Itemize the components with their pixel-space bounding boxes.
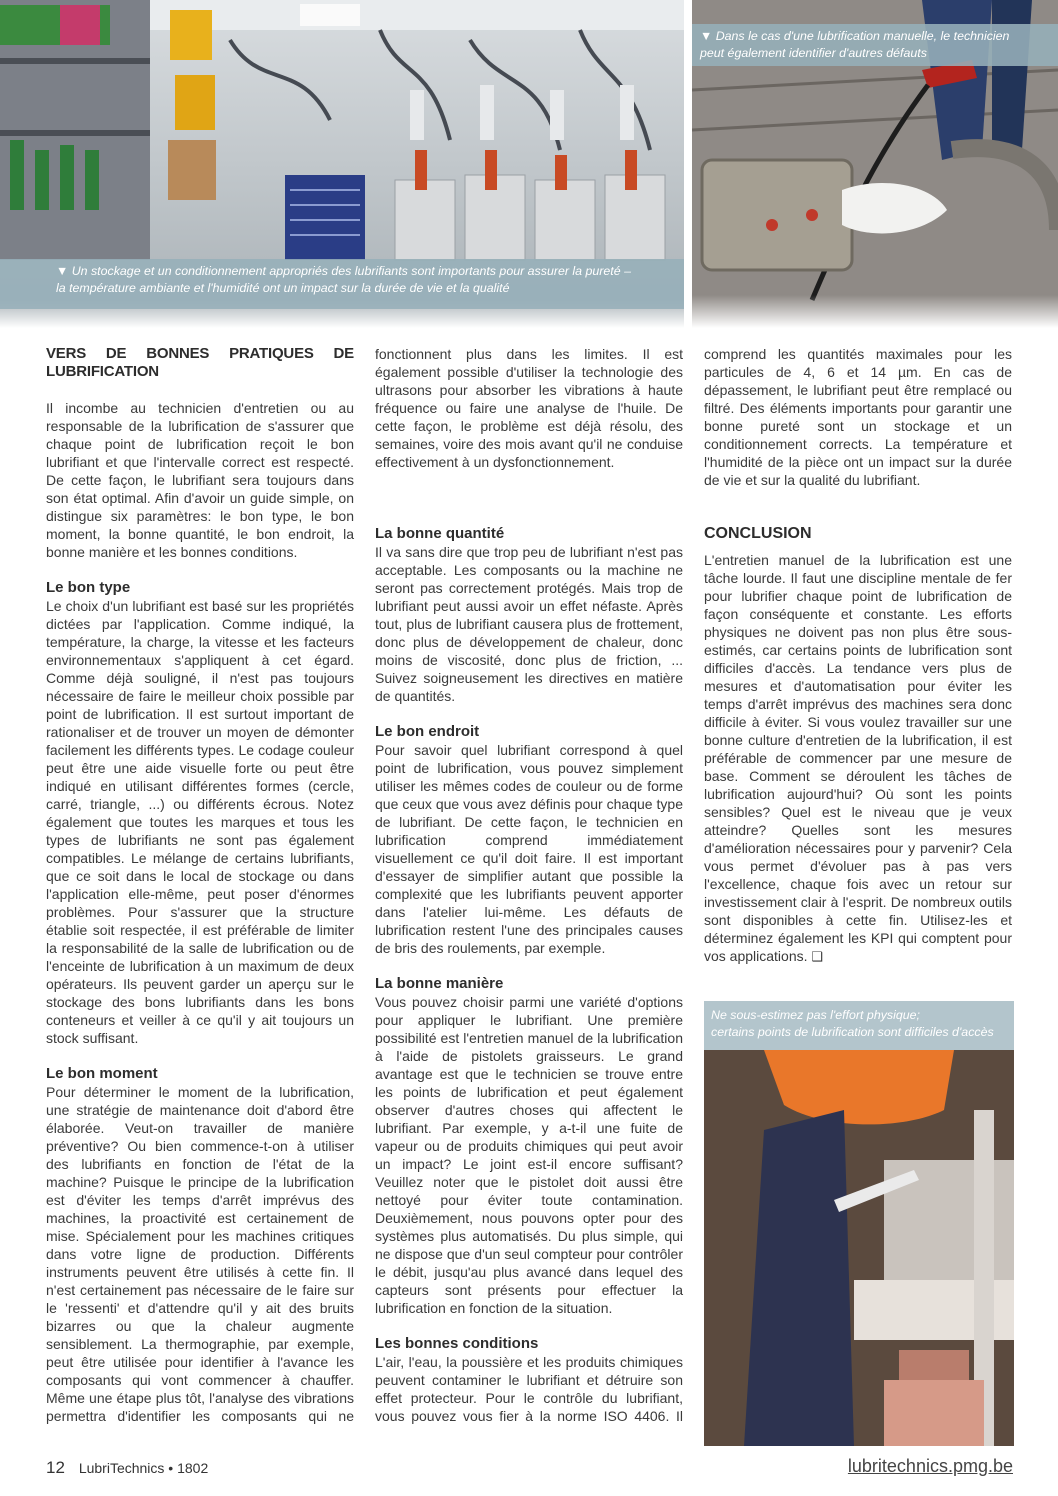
- effort-caption-line: certains points de lubrification sont difficiles d'accès: [711, 1025, 994, 1039]
- article-intro: Il incombe au technicien d'entretien ou au responsable de la lubrification de s'assurer que chaque point de lubrification reçoit le bon lubrifiant et que l'intervalle correct est respecté. De cette façon, le lubrifiant sera toujours dans son état optimal. Afin d'avoir un guide simple, on distingue six paramètres: le bon type, le bon moment, la bonne quantité, le bon endroit, la bonne manière et les bonnes conditions.: [46, 400, 354, 560]
- section-text-bonnes-conditions: L'air, l'eau, la poussière et les produits chimiques peuvent contaminer le lubrifiant et détruire son effet protecteur. Pour le contrôle du lubrifiant, vous pouvez vous fier à la norme ISO 4406. Il: [375, 1354, 683, 1424]
- section-text-conclusion: [704, 551, 1012, 966]
- section-heading-bonne-maniere: La bonne manière: [375, 975, 504, 992]
- storage-caption-line: ▼ Un stockage et un conditionnement appropriés des lubrifiants sont importants pour assurer la pureté –: [56, 264, 631, 278]
- section-text-bon-moment: Pour déterminer le moment de la lubrification, une stratégie de maintenance doit d'abord être élaborée. Veut-on travailler de manière préventive? Ou bien commence-t-on à utiliser des lubrifiants en fonction de l'état de la machine? Puisque le principe de la lubrification est d'éviter les temps d'arrêt imprévus des machines, la proactivité est certainement de mise. Spécialement pour les machines critiques dans votre ligne de production. Différents instruments peuvent être utilisés à cette fin. Il n'est certainement pas nécessaire de le faire sur le 'ressenti' et d'attendre qu'il y ait des bruits bizarres ou que la chaleur augmente sensiblement. La thermographie, par exemple, peut être utilisée pour identifier à l'avance les composants qui vont commencer à chauffer. Même une étape plus tôt, l'analyse des vibrations permettra d'identifier les composants qui ne: [46, 1084, 354, 1424]
- manual-photo-caption: [692, 24, 1058, 66]
- section-text-bonnes-conditions-continued: [704, 345, 1012, 507]
- section-text-bon-endroit: Pour savoir quel lubrifiant correspond à quel point de lubrification, vous pouvez simplement utiliser les mêmes codes de couleur ou de forme que ceux que vous avez définis pour chaque type de lubrifiant. De cette façon, le technicien en lubrification comprend immédiatement visuellement ce qu'il doit faire. Il est important d'essayer de simplifier autant que possible la complexité que les lubrifiants peuvent apporter dans l'atelier lui-même. Les défauts de lubrification restent l'une des principales causes de bris des roulements, par exemple.: [375, 742, 683, 956]
- end-of-article-icon: ❑: [811, 949, 824, 964]
- article-column-2: [375, 345, 683, 1425]
- physical-effort-illustration: [704, 1050, 1014, 1446]
- section-heading-bon-moment: Le bon moment: [46, 1065, 158, 1082]
- effort-caption-line: Ne sous-estimez pas l'effort physique;: [711, 1008, 920, 1022]
- section-text-bon-type: Le choix d'un lubrifiant est basé sur les propriétés dictées par l'application. Comme indiqué, la température, la charge, la vitesse et les facteurs environnementaux s'appliquent à cet égard. Comme déjà souligné, il n'est pas toujours nécessaire de faire le meilleur choix possible par point de lubrification. Il est surtout important de rationaliser et de trouver un moyen de démonter facilement les différents types. Le codage couleur peut être une aide visuelle forte ou peut être indiqué en utilisant différentes formes (cercle, carré, triangle, ...) ou différents écrous. Notez également que toutes les marques et tous les types de lubrifiants ne sont pas également compatibles. Le mélange de certains lubrifiants, que ce soit dans le local de stockage ou dans l'application elle-même, peut poser d'énormes problèmes. Pour s'assurer que la structure établie soit respectée, il est préférable de limiter la responsabilité de la salle de lubrification ou de l'enceinte de lubrification à un maximum de deux opérateurs. Ils peuvent garder un aperçu sur le stockage des bons lubrifiants dans les bons conteneurs et veiller à ce qu'il y ait toujours un stock suffisant.: [46, 598, 354, 1046]
- manual-caption-line: ▼ Dans le cas d'une lubrification manuelle, le technicien: [700, 29, 1010, 43]
- magazine-issue: LubriTechnics • 1802: [78, 1460, 209, 1476]
- manual-caption-line: peut également identifier d'autres défauts: [700, 46, 927, 60]
- storage-photo-caption: [0, 259, 684, 309]
- section-text-bonne-maniere: Vous pouvez choisir parmi une variété d'options pour appliquer le lubrifiant. Une première possibilité est l'entretien manuel de la lubrification à l'aide de pistolets graisseurs. Le grand avantage est que le technicien se trouve entre les points de lubrification et peut également observer d'autres choses qui affectent le lubrifiant. Par exemple, y a-t-il une fuite de vapeur ou de produits chimiques qui peut avoir un impact? Le joint est-il encore suffisant? Veuillez noter que le pistolet doit aussi être nettoyé pour éviter toute contamination. Deuxièmement, nous pouvons opter pour des systèmes plus automatisés. Du plus simple, qui ne dispose que d'un seul compteur pour contrôler le débit, jusqu'au plus avancé dans lequel des capteurs sont présents pour effectuer la lubrification en fonction de la situation.: [375, 994, 683, 1316]
- effort-photo-caption: [704, 1001, 1014, 1050]
- section-heading-bon-type: Le bon type: [46, 579, 131, 596]
- article-title: VERS DE BONNES PRATIQUES DE LUBRIFICATION: [46, 345, 354, 380]
- website-link[interactable]: lubritechnics.pmg.be: [847, 1456, 1013, 1476]
- section-heading-conclusion: CONCLUSION: [704, 525, 812, 542]
- section-text-bon-moment-continued: [375, 345, 683, 507]
- section-text-bonne-quantite: Il va sans dire que trop peu de lubrifiant n'est pas acceptable. Les composants ou la machine ne seront pas correctement protégés. Mais trop de lubrifiant peut aussi avoir un effet néfaste. Après tout, plus de lubrifiant causera plus de frottement, donc plus de développement de chaleur, donc moins de viscosité, donc plus de friction, ... Suivez soigneusement les directives en matière de quantités.: [375, 544, 683, 704]
- footer-page-info: [46, 1458, 208, 1478]
- conclusion-text: L'entretien manuel de la lubrification est une tâche lourde. Il faut une discipline mentale de fer pour lubrifier chaque point de lubrification de façon conséquente et constante. Les efforts physiques ne doivent pas non plus être sous-estimés, car certains points de lubrification sont difficiles d'accès. La tendance vers plus de mesures et d'automatisation pour éviter les temps d'arrêt imprévus des machines sera donc difficile à éviter. Si vous voulez travailler sur une bonne culture d'entretien de la lubrification, il est préférable de commencer par une mesure de base. Comment se déroulent les tâches de lubrification aujourd'hui? Où sont les points sensibles? Quel est le niveau que je veux atteindre? Quelles sont les mesures d'amélioration nécessaires pour y parvenir? Cela vous permet d'évoluer pas à pas vers l'excellence, chaque fois avec un retour sur investissement clair à l'esprit. De nombreux outils sont disponibles à cette fin. Utilisez-les et déterminez également les KPI qui comptent pour vos applications.: [704, 552, 1012, 964]
- section-heading-bonnes-conditions: Les bonnes conditions: [375, 1335, 539, 1352]
- section-text-bonnes-conditions-overflow: comprend les quantités maximales pour les particules de 4, 6 et 14 µm. En cas de dépassement, le lubrifiant peut être remplacé ou filtré. Des éléments importants pour garantir une bonne pureté sont un stockage et un conditionnement corrects. La température et l'humidité de la pièce ont un impact sur la durée de vie et sur la qualité du lubrifiant.: [704, 346, 1012, 488]
- article-column-3: [704, 345, 1012, 984]
- storage-caption-line: la température ambiante et l'humidité ont un impact sur la durée de vie et la qualité: [56, 281, 510, 295]
- section-heading-bonne-quantite: La bonne quantité: [375, 525, 505, 542]
- article-column-1: [46, 345, 354, 1443]
- section-heading-bon-endroit: Le bon endroit: [375, 723, 480, 740]
- page-number: 12: [46, 1458, 65, 1477]
- physical-effort-photo: [704, 1050, 1014, 1446]
- section-text-bon-moment-overflow: fonctionnent plus dans les limites. Il est également possible d'utiliser la technologie des ultrasons pour absorber les vibrations à haute fréquence ou faire une analyse de l'huile. De cette façon, le problème est déjà résolu, des semaines, voire des mois avant qu'il ne conduise effectivement à un dysfonctionnement.: [375, 346, 683, 470]
